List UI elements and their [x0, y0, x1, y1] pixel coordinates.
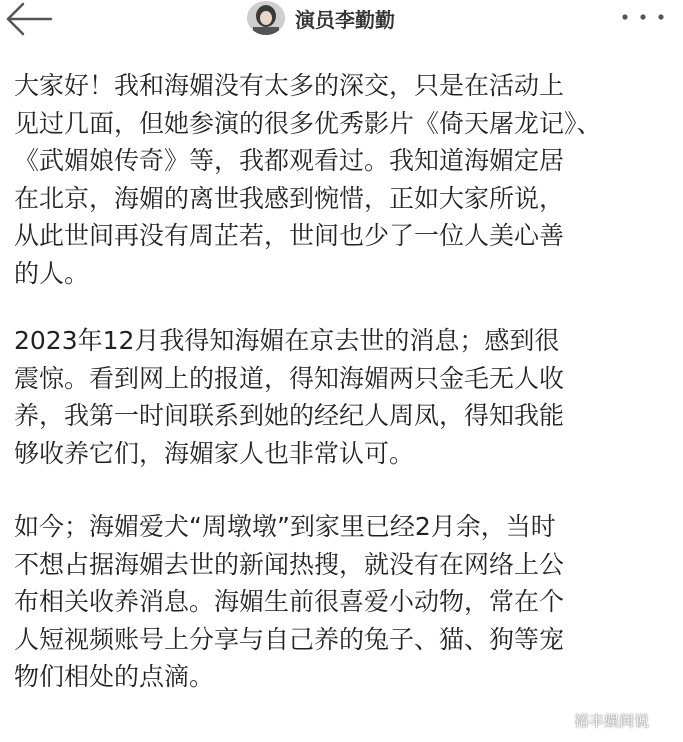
post-line: 见过几面，但她参演的很多优秀影片《倚天屠龙记》、	[14, 108, 602, 138]
post-line: 养，我第一时间联系到她的经纪人周凤，得知我能	[14, 401, 565, 430]
top-bar	[0, 0, 683, 44]
header-title-group	[247, 0, 395, 36]
paragraph-2	[14, 322, 674, 472]
paragraph-1	[14, 67, 674, 292]
more-dots-icon[interactable]	[616, 8, 670, 26]
post-line: 的人。	[14, 258, 90, 288]
post-line: 布相关收养消息。海媚生前很喜爱小动物，常在个	[14, 587, 565, 616]
page-title: 演员李勤勤	[295, 7, 395, 32]
post-content	[14, 67, 674, 696]
post-line: 大家好！我和海媚没有太多的深交，只是在活动上	[14, 71, 565, 100]
post-line: 够收养它们，海媚家人也非常认可。	[14, 438, 415, 468]
back-arrow-icon[interactable]	[4, 2, 54, 36]
avatar-image	[247, 1, 285, 35]
post-line: 不想占据海媚去世的新闻热搜，就没有在网络上公	[14, 549, 565, 579]
watermark: 裕丰娱间说	[574, 712, 650, 730]
post-line: 2023年12月我得知海媚在京去世的消息；感到很	[14, 326, 560, 355]
post-line: 人短视频账号上分享与自己养的兔子、猫、狗等宠	[14, 624, 565, 654]
post-line: 震惊。看到网上的报道，得知海媚两只金毛无人收	[14, 363, 565, 393]
avatar[interactable]	[247, 1, 285, 35]
post-line: 从此世间再没有周芷若，世间也少了一位人美心善	[14, 221, 565, 250]
post-line: 《武媚娘传奇》等，我都观看过。我知道海媚定居	[14, 146, 565, 175]
paragraph-3	[14, 508, 674, 696]
post-line: 物们相处的点滴。	[14, 662, 215, 691]
post-line: 在北京，海媚的离世我感到惋惜，正如大家所说，	[14, 183, 565, 213]
post-line: 如今；海媚爱犬“周墩墩”到家里已经2月余，当时	[14, 512, 556, 541]
